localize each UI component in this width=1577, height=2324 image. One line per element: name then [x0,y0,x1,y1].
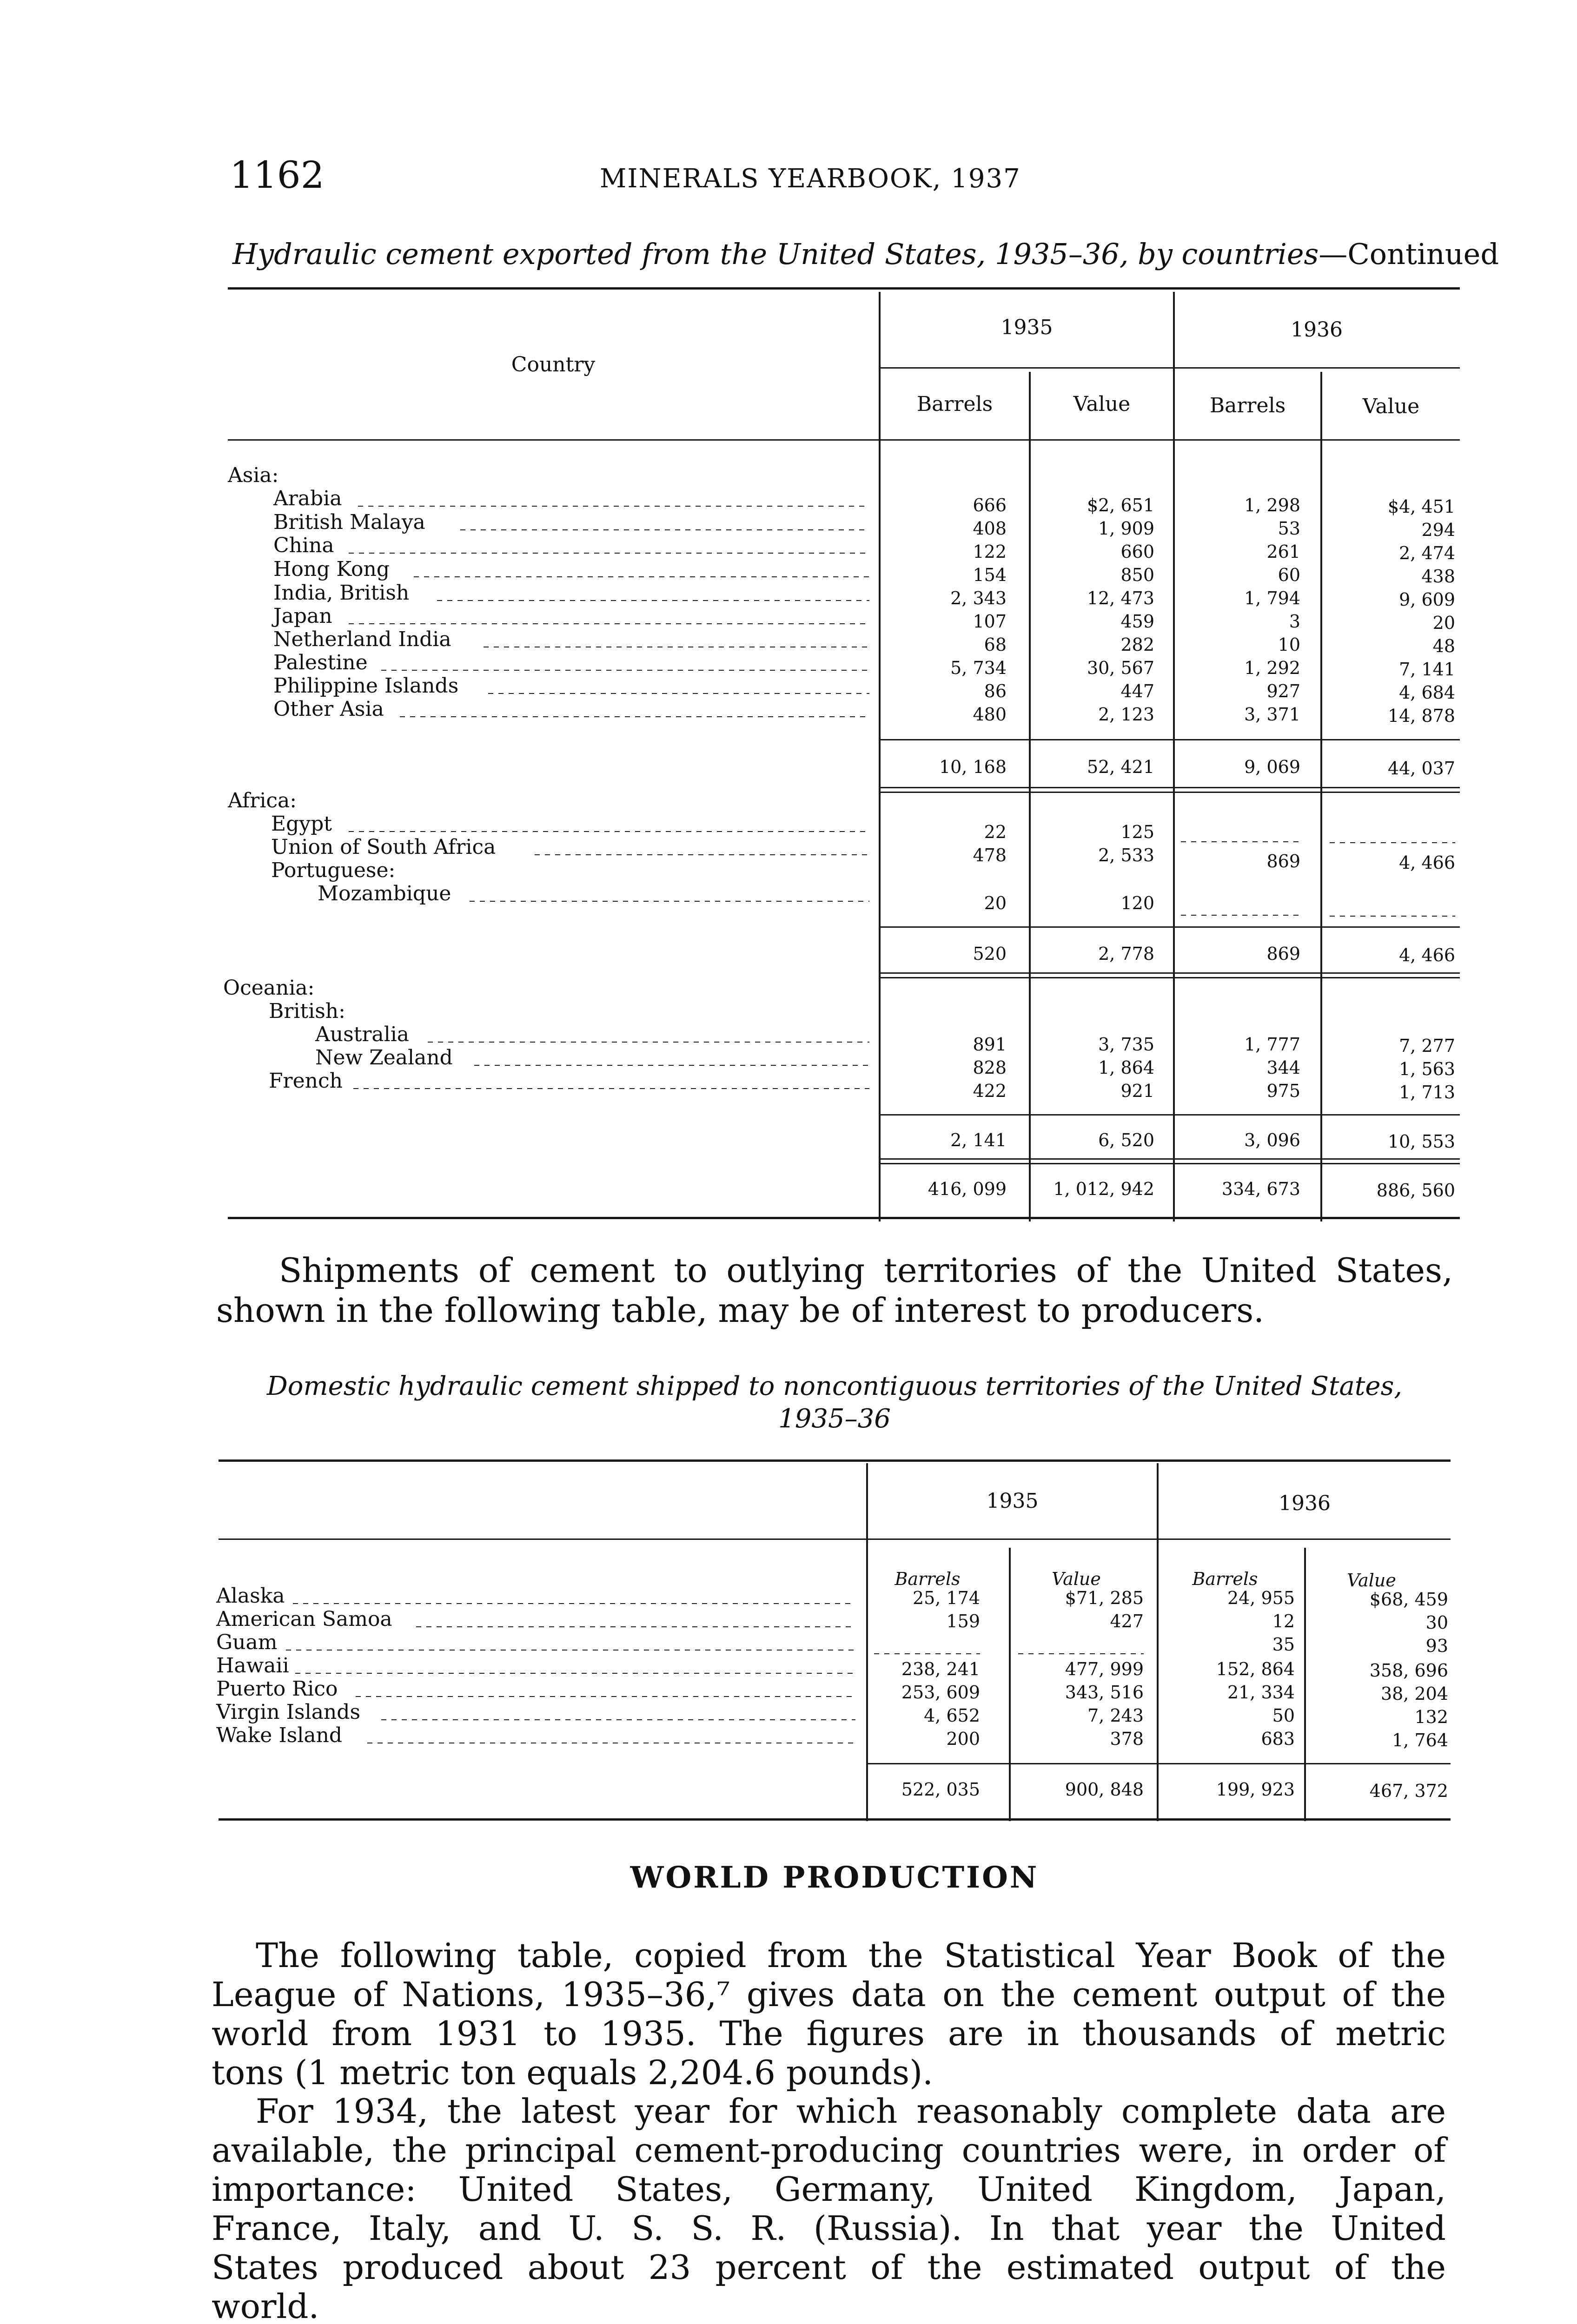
table1-cell: 2, 343 [950,588,1007,608]
table1-barrels-1936-header: Barrels [1209,394,1286,417]
table1-cell: 921 [1120,1081,1154,1101]
table1-asia-total-cell: 52, 421 [1087,757,1154,777]
table1-label-other-asia: Other Asia [273,697,384,721]
table1-cell: 12, 473 [1087,588,1154,608]
table1-subtotal-rule [879,739,1460,740]
paragraph-1-line: League of Nations, 1935–36,⁷ gives data on the cement output of the [212,1975,1446,2014]
table2-label-alaska: Alaska [216,1584,285,1608]
table1-cell: 1, 864 [1098,1057,1154,1078]
table1-cell: 828 [973,1057,1007,1078]
table1-cell: 7, 277 [1399,1036,1455,1056]
table1-cell: 408 [973,518,1007,539]
table1-oceania-total-cell: 2, 141 [950,1130,1007,1150]
table2-col-divider-3 [1157,1463,1159,1821]
table1-cell: 459 [1120,611,1154,632]
table1-cell: 7, 141 [1399,659,1455,680]
table1-cell: 2, 533 [1098,845,1154,865]
paragraph-2-line: world. [212,2287,319,2324]
table1-barrels-1935-header: Barrels [916,392,993,416]
table2-label-american-samoa: American Samoa [216,1607,392,1631]
table1-cell: 1, 292 [1244,658,1300,678]
table2-total-cell: 467, 372 [1369,1781,1448,1801]
table2-cell: 152, 864 [1216,1659,1295,1679]
table1-africa-total-cell: 520 [973,944,1007,964]
table1-grand-total-cell: 334, 673 [1221,1179,1300,1199]
table2-cell: 21, 334 [1227,1682,1295,1703]
table1-bottom-rule [228,1217,1460,1219]
table1-label-british-malaya: British Malaya [273,510,425,534]
paragraph-2 [212,2092,1446,2324]
table1-oceania-total-cell: 3, 096 [1244,1130,1300,1150]
table2-caption-line2: 1935–36 [778,1404,891,1434]
table1-cell: 53 [1278,518,1300,539]
table2-total-cell: 522, 035 [901,1779,980,1800]
paragraph-2-line: importance: United States, Germany, United Kingdom, Japan, [212,2170,1446,2209]
paragraph-1 [212,1936,1446,2092]
table1-label-india-british: India, British [273,581,410,605]
table2-label-hawaii: Hawaii [216,1654,289,1677]
table1-label-china: China [273,534,334,557]
table1-grand-total-cell: 416, 099 [928,1179,1007,1199]
table1-label-mozambique: Mozambique [318,882,451,905]
table1-cell: 282 [1120,634,1154,655]
table2-cell: 477, 999 [1065,1659,1144,1679]
page-number: 1162 [230,153,325,197]
table1-empty-dash [1330,916,1455,917]
table1-leader [381,670,869,671]
table1-cell: 1, 794 [1244,588,1300,608]
table1-subtotal-rule [879,1114,1460,1116]
table1-cell: 20 [1432,613,1455,633]
table1-cell: 666 [973,495,1007,515]
table2-cell: 93 [1425,1636,1448,1656]
table2-barrels-1935-header: Barrels [895,1569,961,1589]
table1-cell: 122 [973,541,1007,562]
table1-grand-total-cell: 886, 560 [1376,1180,1455,1201]
intro-paragraph: Shipments of cement to outlying territories of the United States, shown in the following table, may be of interest to producers. [216,1251,1453,1330]
table1-cell: 68 [984,634,1007,655]
table1-cell: 3, 371 [1244,704,1300,725]
table2-barrels-1936-header: Barrels [1192,1569,1258,1589]
table2-cell: 200 [946,1729,980,1749]
table1-cell: 2, 123 [1098,704,1154,725]
table1-label-egypt: Egypt [271,812,332,836]
table1-cell: 5, 734 [950,658,1007,678]
table2-total-cell: 199, 923 [1216,1779,1295,1800]
table1-cell: 478 [973,845,1007,865]
table1-cell: 660 [1120,541,1154,562]
table1-leader [353,1088,869,1089]
table1-leader [428,1042,869,1043]
table1-leader [349,553,869,554]
table1-cell: 1, 298 [1244,495,1300,515]
table1-label-union-south-africa: Union of South Africa [271,835,496,859]
table1-label-arabia: Arabia [273,487,342,510]
table1-label-new-zealand: New Zealand [315,1046,453,1070]
paragraph-1-line: The following table, copied from the Statistical Year Book of the [256,1936,1446,1975]
table2-cell: 683 [1261,1729,1295,1749]
table2-label-wake-island: Wake Island [216,1723,343,1747]
table1-label-hong-kong: Hong Kong [273,557,390,581]
table1-leader [414,576,869,577]
table1-group-oceania: Oceania: [223,976,315,1000]
table1-grand-total-cell: 1, 012, 942 [1053,1179,1154,1199]
table2-cell: 253, 609 [901,1682,980,1703]
table1-cell: 20 [984,893,1007,913]
table1-leader [349,831,869,832]
table1-cell: 927 [1266,681,1300,701]
table1-leader [488,693,869,694]
table1-cell: 3, 735 [1098,1034,1154,1055]
table1-cell: 4, 684 [1399,682,1455,703]
table1-leader [349,623,869,624]
table1-value-1935-header: Value [1073,392,1131,416]
table1-double-rule [879,1158,1460,1160]
table1-subtotal-rule [879,926,1460,928]
table1-cell: 422 [973,1081,1007,1101]
table1-col-divider-2 [1029,372,1031,1221]
table2-col-divider-2 [1009,1548,1011,1821]
table1-caption-continued: —Continued [1319,237,1499,271]
table2-col-divider-4 [1304,1548,1306,1821]
table1-label-philippine-islands: Philippine Islands [273,674,459,698]
table1-cell: 14, 878 [1387,706,1455,726]
table1-oceania-total-cell: 6, 520 [1098,1130,1154,1150]
table1-cell: 10 [1278,634,1300,655]
table1-leader [400,716,869,717]
table2-cell: 378 [1110,1729,1144,1749]
table2-header-rule [219,1538,1451,1540]
table1-double-rule [879,977,1460,978]
table2-cell: 132 [1414,1707,1448,1727]
table1-cell: 261 [1266,541,1300,562]
table1-label-netherland-india: Netherland India [273,627,451,651]
table1-asia-total-cell: 9, 069 [1244,757,1300,777]
table1-cell: 869 [1266,851,1300,872]
table2-cell: 358, 696 [1369,1660,1448,1681]
table2-cell: 343, 516 [1065,1682,1144,1703]
table2-total-rule [866,1763,1451,1764]
table2-cell: 35 [1272,1634,1295,1655]
table2-cell: 159 [946,1611,980,1631]
table1-leader [474,1065,869,1066]
table1-cell: 438 [1421,566,1455,587]
table2-leader [416,1626,855,1627]
table1-cell: 154 [973,565,1007,585]
paragraph-2-line: France, Italy, and U. S. S. R. (Russia). In that year the United [212,2209,1446,2248]
table2-leader [356,1696,855,1697]
table2-leader [286,1650,855,1651]
table1-cell: 30, 567 [1087,658,1154,678]
table2-cell: 12 [1272,1611,1295,1631]
table1-col-divider-4 [1320,372,1322,1221]
table1-cell: 120 [1120,893,1154,913]
table1-oceania-total-cell: 10, 553 [1387,1131,1455,1152]
table1-cell: 447 [1120,681,1154,701]
table1-leader [535,854,869,855]
table1-empty-dash [1181,841,1300,842]
table1-caption-title: Hydraulic cement exported from the United States, 1935–36, by countries [232,237,1319,271]
table1-cell: 850 [1120,565,1154,585]
table1-group-asia: Asia: [228,463,279,487]
table1-cell: 1, 777 [1244,1034,1300,1055]
table2-cell: 238, 241 [901,1659,980,1679]
table1-label-french: French [269,1069,343,1093]
table1-country-header: Country [511,353,596,376]
table1-leader [437,600,869,601]
table1-label-australia: Australia [315,1023,410,1046]
table1-cell: $2, 651 [1087,495,1154,515]
table2-cell: 24, 955 [1227,1588,1295,1608]
table1-caption [232,237,1499,271]
table2-cell: 25, 174 [912,1588,980,1608]
table1-cell: 2, 474 [1399,543,1455,563]
table2-cell: 38, 204 [1380,1684,1448,1704]
table1-double-rule [879,972,1460,974]
table1-leader [358,506,869,507]
table2-bottom-rule [219,1818,1451,1821]
table1-double-rule [879,792,1460,793]
paragraph-2-line: For 1934, the latest year for which reasonably complete data are [256,2092,1446,2131]
table2-col-divider-1 [866,1463,868,1821]
running-title: MINERALS YEARBOOK, 1937 [600,164,1021,194]
paragraph-1-line: world from 1931 to 1935. The figures are in thousands of metric [212,2014,1446,2053]
table2-top-rule [219,1459,1451,1462]
table1-africa-total-cell: 2, 778 [1098,944,1154,964]
table2-caption-line1: Domestic hydraulic cement shipped to noncontiguous territories of the United States, [266,1371,1403,1401]
table1-cell: 125 [1120,822,1154,842]
table2-total-cell: 900, 848 [1065,1779,1144,1800]
table2-cell: $71, 285 [1065,1588,1144,1608]
table2-year-1935: 1935 [986,1489,1039,1513]
table1-cell: 975 [1266,1081,1300,1101]
table1-empty-dash [1181,915,1300,916]
table1-header-rule [228,439,1460,441]
table2-value-1935-header: Value [1052,1569,1101,1589]
table1-label-british: British: [269,999,345,1023]
table1-cell: $4, 451 [1387,496,1455,517]
table1-cell: 107 [973,611,1007,632]
table1-cell: 294 [1421,520,1455,540]
table1-cell: 480 [973,704,1007,725]
table1-leader [470,901,869,902]
table1-top-rule [228,287,1460,290]
table2-cell: 1, 764 [1392,1730,1448,1750]
table2-label-virgin-islands: Virgin Islands [216,1700,361,1724]
table2-cell: $68, 459 [1369,1589,1448,1610]
table1-cell: 60 [1278,565,1300,585]
table1-cell: 4, 466 [1399,852,1455,873]
table2-leader [295,1673,855,1674]
table2-leader [381,1719,855,1720]
table2-cell: 4, 652 [924,1705,980,1726]
table2-empty-dash [1018,1653,1144,1654]
table1-africa-total-cell: 869 [1266,944,1300,964]
table1-empty-dash [1330,842,1455,843]
table1-asia-total-cell: 10, 168 [939,757,1007,777]
section-heading: WORLD PRODUCTION [630,1860,1039,1895]
table1-col-divider-1 [879,292,881,1221]
table2-label-puerto-rico: Puerto Rico [216,1677,338,1701]
table1-cell: 1, 909 [1098,518,1154,539]
table2-year-1936: 1936 [1279,1492,1331,1515]
table1-cell: 1, 713 [1399,1082,1455,1103]
table1-value-1936-header: Value [1362,395,1420,418]
table2-leader [293,1603,855,1604]
table1-cell: 3 [1289,611,1300,632]
table1-year-1936: 1936 [1291,318,1343,342]
table1-cell: 22 [984,822,1007,842]
table1-group-africa: Africa: [228,789,297,812]
table2-value-1936-header: Value [1347,1570,1396,1591]
table2-cell: 50 [1272,1705,1295,1726]
table1-africa-total-cell: 4, 466 [1399,945,1455,965]
table1-cell: 344 [1266,1057,1300,1078]
table1-leader [460,529,869,530]
table2-cell: 7, 243 [1087,1705,1144,1726]
table2-cell: 30 [1425,1612,1448,1633]
table1-cell: 86 [984,681,1007,701]
table2-label-guam: Guam [216,1631,278,1654]
paragraph-1-line: tons (1 metric ton equals 2,204.6 pounds). [212,2053,934,2092]
table1-cell: 1, 563 [1399,1059,1455,1079]
table1-label-japan: Japan [273,604,332,628]
table1-cell: 9, 609 [1399,589,1455,610]
table1-year-1935: 1935 [1001,316,1053,339]
table1-col-divider-3 [1173,292,1175,1221]
table2-empty-dash [874,1653,980,1654]
table1-label-portuguese: Portuguese: [271,858,396,882]
paragraph-2-line: available, the principal cement-producing countries were, in order of [212,2131,1446,2170]
table2-cell: 427 [1110,1611,1144,1631]
paragraph-2-line: States produced about 23 percent of the estimated output of the [212,2248,1446,2287]
table1-double-rule [879,787,1460,788]
table1-double-rule [879,1163,1460,1164]
table1-cell: 891 [973,1034,1007,1055]
table1-cell: 48 [1432,636,1455,656]
table1-label-palestine: Palestine [273,651,368,674]
table1-year-rule [879,367,1460,369]
table1-asia-total-cell: 44, 037 [1387,758,1455,779]
